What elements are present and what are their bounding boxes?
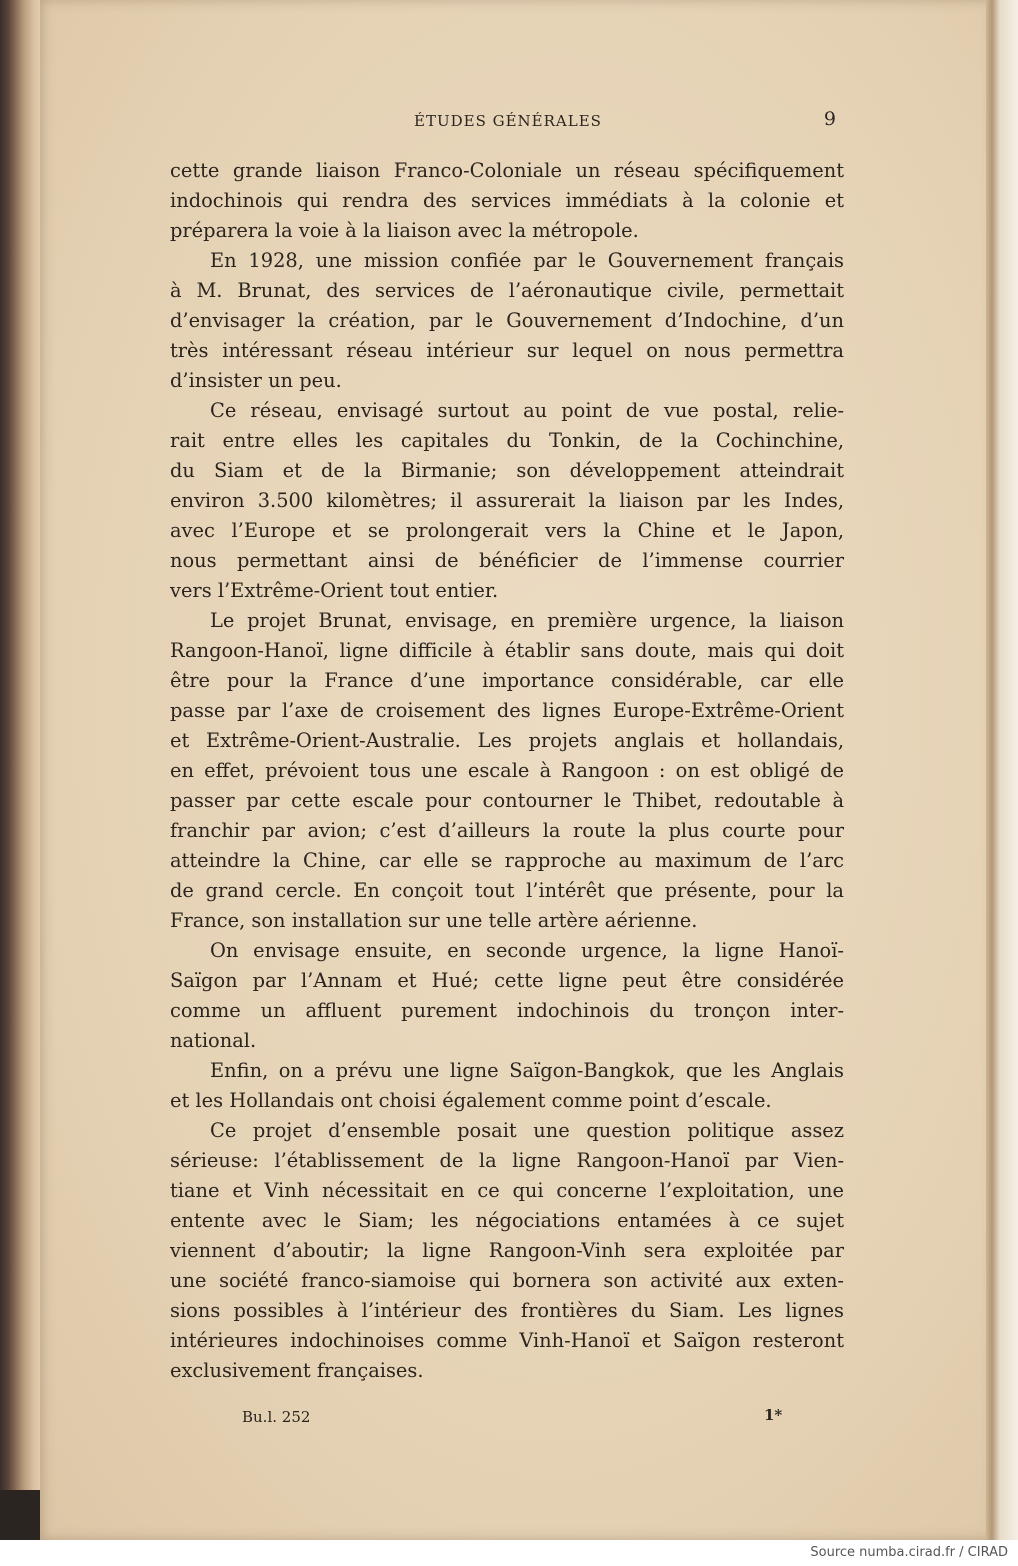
text-line: entente avec le Siam; les négociations entamées à ce sujet: [170, 1209, 844, 1232]
text-line: En 1928, une mission confiée par le Gouvernement français: [210, 249, 844, 272]
page-edge: [986, 0, 1018, 1540]
text-line: Enfin, on a prévu une ligne Saïgon-Bangkok, que les Anglais: [210, 1059, 844, 1082]
page-number: 9: [823, 108, 836, 130]
binding-corner: [0, 1490, 40, 1540]
text-line: Ce réseau, envisagé surtout au point de vue postal, relie-: [210, 399, 844, 422]
text-line: Saïgon par l’Annam et Hué; cette ligne peut être considérée: [170, 969, 844, 992]
text-line: Ce projet d’ensemble posait une question politique assez: [210, 1119, 844, 1142]
source-credit: Source numba.cirad.fr / CIRAD: [810, 1545, 1008, 1560]
text-line: avec l’Europe et se prolongerait vers la Chine et le Japon,: [170, 519, 844, 542]
text-line: Rangoon-Hanoï, ligne difficile à établir sans doute, mais qui doit: [170, 639, 844, 662]
text-line: être pour la France d’une importance considérable, car elle: [170, 669, 844, 692]
text-line: national.: [170, 1029, 257, 1052]
text-line: très intéressant réseau intérieur sur lequel on nous permettra: [170, 339, 844, 362]
text-line: On envisage ensuite, en seconde urgence, la ligne Hanoï-: [210, 939, 844, 962]
text-line: du Siam et de la Birmanie; son développement atteindrait: [170, 459, 844, 482]
body-text: [170, 156, 844, 1386]
text-line: exclusivement françaises.: [170, 1359, 424, 1382]
text-line: préparera la voie à la liaison avec la métropole.: [170, 219, 639, 242]
text-line: franchir par avion; c’est d’ailleurs la route la plus courte pour: [170, 819, 844, 842]
text-line: une société franco-siamoise qui bornera son activité aux exten-: [170, 1269, 844, 1292]
text-line: sérieuse: l’établissement de la ligne Rangoon-Hanoï par Vien-: [170, 1149, 844, 1172]
text-line: cette grande liaison Franco-Coloniale un réseau spécifiquement: [170, 159, 844, 182]
text-line: en effet, prévoient tous une escale à Rangoon : on est obligé de: [170, 759, 844, 782]
text-line: de grand cercle. En conçoit tout l’intérêt que présente, pour la: [170, 879, 844, 902]
printer-signature: Bu.l. 252: [242, 1408, 311, 1426]
text-line: d’envisager la création, par le Gouvernement d’Indochine, d’un: [170, 309, 844, 332]
text-line: tiane et Vinh nécessitait en ce qui concerne l’exploitation, une: [170, 1179, 844, 1202]
text-line: environ 3.500 kilomètres; il assurerait la liaison par les Indes,: [170, 489, 844, 512]
text-line: et les Hollandais ont choisi également comme point d’escale.: [170, 1089, 772, 1112]
sheet-mark: 1*: [764, 1406, 783, 1424]
text-line: France, son installation sur une telle artère aérienne.: [170, 909, 698, 932]
text-line: vers l’Extrême-Orient tout entier.: [170, 579, 499, 602]
text-line: intérieures indochinoises comme Vinh-Hanoï et Saïgon resteront: [170, 1329, 844, 1352]
text-line: d’insister un peu.: [170, 369, 342, 392]
text-line: passer par cette escale pour contourner le Thibet, redoutable à: [170, 789, 844, 812]
book-binding: [0, 0, 40, 1540]
running-header: [414, 108, 844, 134]
text-line: passe par l’axe de croisement des lignes Europe-Extrême-Orient: [170, 699, 844, 722]
text-line: à M. Brunat, des services de l’aéronautique civile, permettait: [170, 279, 844, 302]
text-line: sions possibles à l’intérieur des frontières du Siam. Les lignes: [170, 1299, 844, 1322]
text-line: indochinois qui rendra des services immédiats à la colonie et: [170, 189, 844, 212]
text-line: rait entre elles les capitales du Tonkin, de la Cochinchine,: [170, 429, 844, 452]
text-line: atteindre la Chine, car elle se rapproche au maximum de l’arc: [170, 849, 844, 872]
text-line: Le projet Brunat, envisage, en première urgence, la liaison: [210, 609, 844, 632]
header-title: ÉTUDES GÉNÉRALES: [414, 112, 602, 130]
text-line: nous permettant ainsi de bénéficier de l’immense courrier: [170, 549, 844, 572]
text-line: et Extrême-Orient-Australie. Les projets anglais et hollandais,: [170, 729, 844, 752]
text-line: viennent d’aboutir; la ligne Rangoon-Vinh sera exploitée par: [170, 1239, 844, 1262]
text-line: comme un affluent purement indochinois du tronçon inter-: [170, 999, 844, 1022]
